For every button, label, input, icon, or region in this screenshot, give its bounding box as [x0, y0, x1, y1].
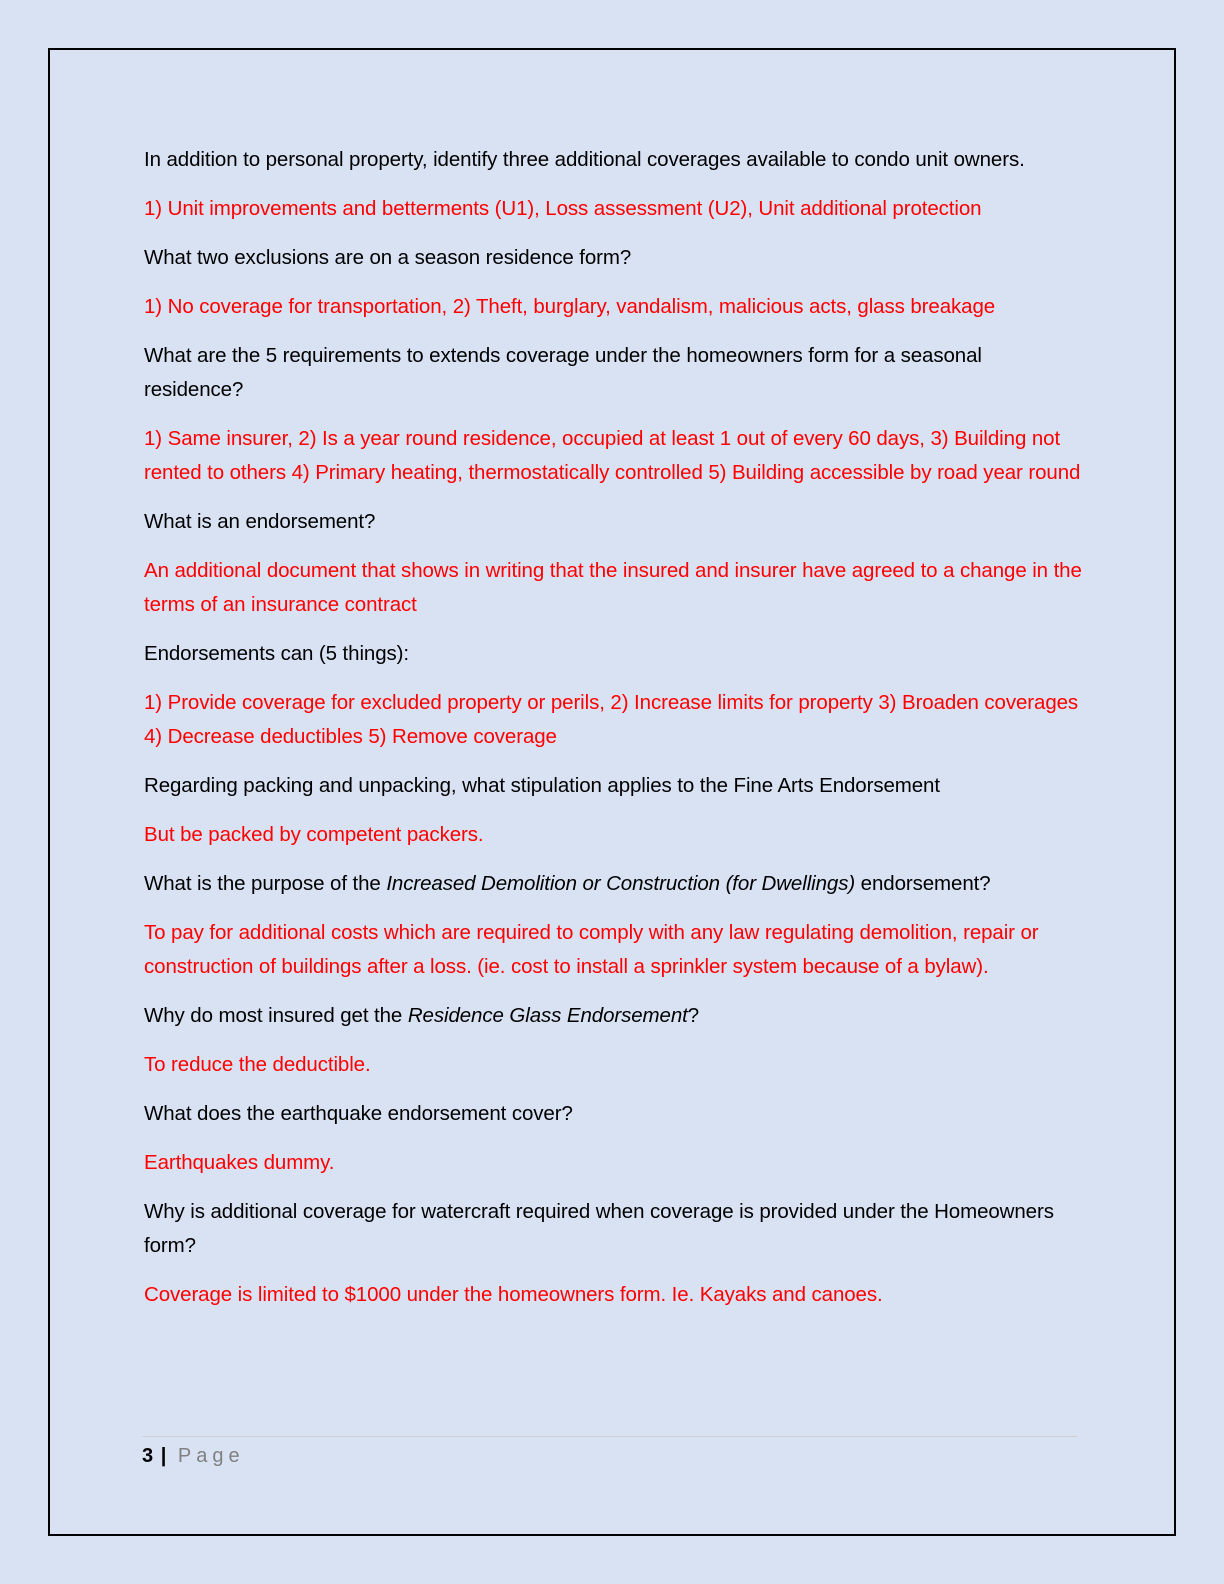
- paragraph-text: Endorsements can (5 things):: [144, 642, 409, 665]
- answer-paragraph: [144, 422, 1084, 490]
- question-paragraph: [144, 637, 1084, 671]
- question-paragraph: [144, 1195, 1084, 1263]
- page-label: Page: [177, 1445, 245, 1467]
- question-paragraph: [144, 505, 1084, 539]
- paragraph-text: What is the purpose of the: [144, 872, 387, 895]
- page-footer: [142, 1436, 1077, 1471]
- paragraph-text: What does the earthquake endorsement cover?: [144, 1102, 573, 1125]
- paragraph-text: Regarding packing and unpacking, what stipulation applies to the Fine Arts Endorsement: [144, 774, 940, 797]
- question-paragraph: [144, 339, 1084, 407]
- paragraph-text: To reduce the deductible.: [144, 1053, 371, 1076]
- paragraph-text: 1) Unit improvements and betterments (U1), Loss assessment (U2), Unit additional protection: [144, 197, 982, 220]
- question-paragraph: [144, 241, 1084, 275]
- answer-paragraph: [144, 1048, 1084, 1082]
- paragraph-text: But be packed by competent packers.: [144, 823, 484, 846]
- answer-paragraph: [144, 554, 1084, 622]
- paragraph-text: endorsement?: [855, 872, 991, 895]
- paragraph-text: What are the 5 requirements to extends coverage under the homeowners form for a seasonal residence?: [144, 344, 982, 401]
- answer-paragraph: [144, 1278, 1084, 1312]
- paragraph-text: Earthquakes dummy.: [144, 1151, 335, 1174]
- paragraph-text: 1) No coverage for transportation, 2) Theft, burglary, vandalism, malicious acts, glass breakage: [144, 295, 996, 318]
- question-paragraph: [144, 769, 1084, 803]
- paragraph-text: In addition to personal property, identify three additional coverages available to condo unit owners.: [144, 148, 1025, 171]
- document-body: [144, 143, 1084, 1327]
- question-paragraph: [144, 867, 1084, 901]
- paragraph-text: Coverage is limited to $1000 under the homeowners form. Ie. Kayaks and canoes.: [144, 1283, 883, 1306]
- paragraph-text: 1) Provide coverage for excluded property or perils, 2) Increase limits for property 3) Broaden coverages 4) Decrease deductibles 5) Remove coverage: [144, 691, 1079, 748]
- page-number: 3: [142, 1445, 154, 1467]
- answer-paragraph: [144, 290, 1084, 324]
- answer-paragraph: [144, 818, 1084, 852]
- paragraph-text: An additional document that shows in writing that the insured and insurer have agreed to a change in the terms of an insurance contract: [144, 559, 1082, 616]
- question-paragraph: [144, 143, 1084, 177]
- italic-text: Increased Demolition or Construction (for Dwellings): [386, 872, 856, 895]
- paragraph-text: ?: [687, 1004, 700, 1027]
- paragraph-text: Why do most insured get the: [144, 1004, 408, 1027]
- italic-text: Residence Glass Endorsement: [407, 1004, 688, 1027]
- question-paragraph: [144, 999, 1084, 1033]
- paragraph-text: Why is additional coverage for watercraft required when coverage is provided under the Homeowners form?: [144, 1200, 1054, 1257]
- paragraph-text: What is an endorsement?: [144, 510, 376, 533]
- footer-separator: |: [160, 1445, 167, 1467]
- answer-paragraph: [144, 192, 1084, 226]
- question-paragraph: [144, 1097, 1084, 1131]
- paragraph-text: What two exclusions are on a season residence form?: [144, 246, 632, 269]
- paragraph-text: 1) Same insurer, 2) Is a year round residence, occupied at least 1 out of every 60 days, 3) Building not rented to others 4) Primary heating, thermostatically controlled 5) Building accessible by road year round: [144, 427, 1081, 484]
- paragraph-text: To pay for additional costs which are required to comply with any law regulating demolition, repair or construction of buildings after a loss. (ie. cost to install a sprinkler system because of a bylaw).: [144, 921, 1039, 978]
- answer-paragraph: [144, 1146, 1084, 1180]
- answer-paragraph: [144, 686, 1084, 754]
- answer-paragraph: [144, 916, 1084, 984]
